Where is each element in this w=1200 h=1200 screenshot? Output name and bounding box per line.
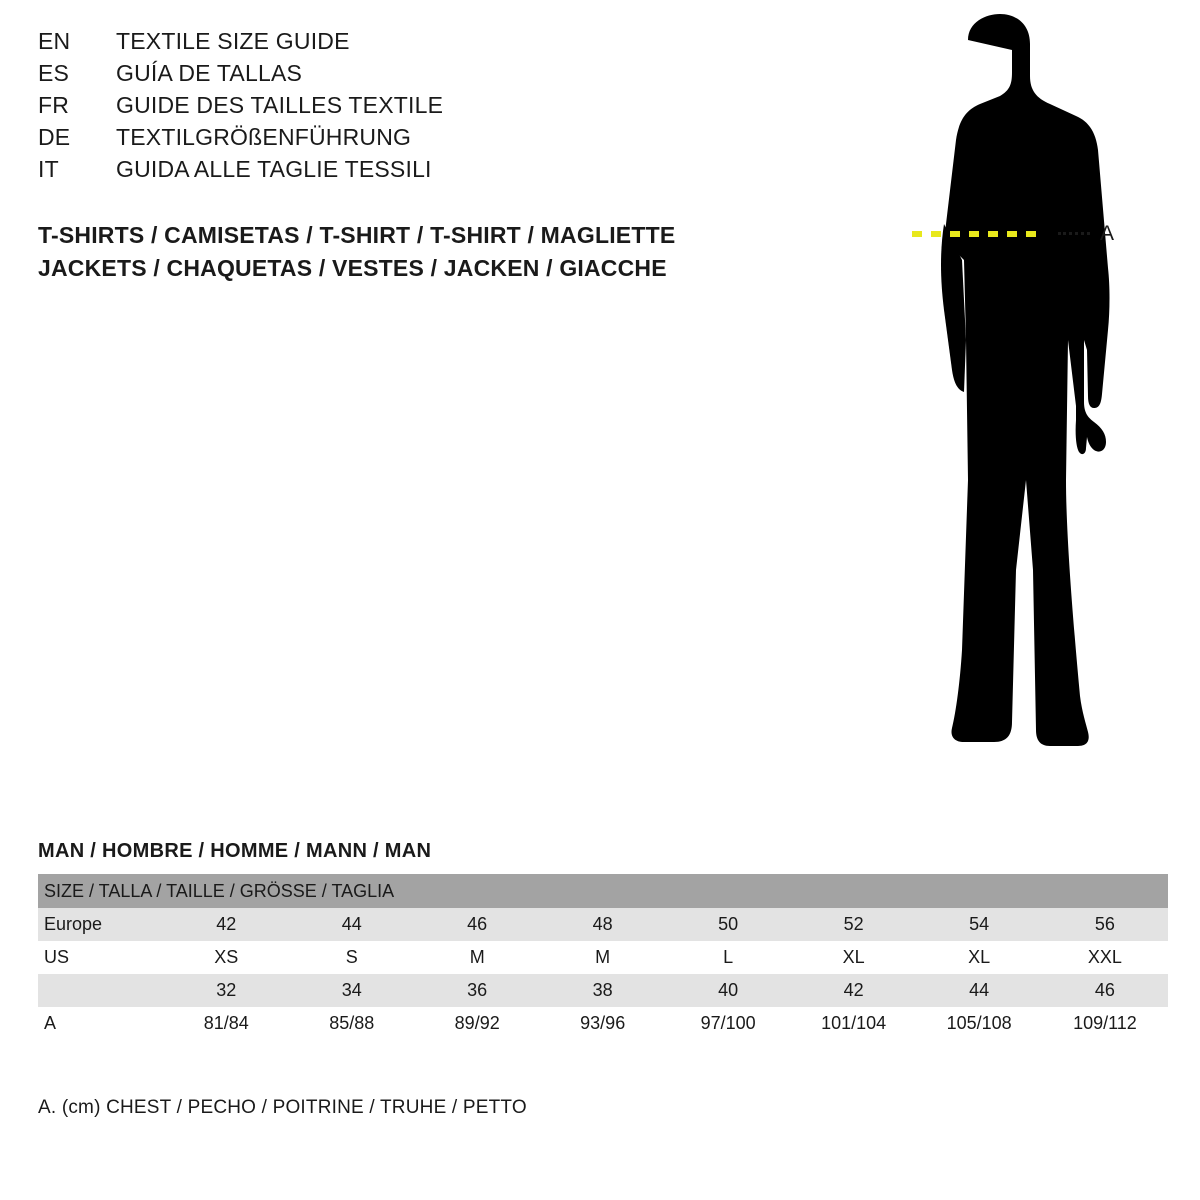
table-row: [38, 908, 1168, 941]
cell: 56: [1042, 908, 1168, 941]
cell: 40: [665, 974, 790, 1007]
language-code-fr: FR: [38, 92, 70, 118]
body-silhouette-figure: [840, 10, 1180, 800]
table-row: [38, 941, 1168, 974]
cell: 32: [163, 974, 288, 1007]
language-text-en: TEXTILE SIZE GUIDE: [116, 28, 350, 54]
cell: 34: [289, 974, 414, 1007]
cell: 38: [540, 974, 665, 1007]
row-label-a: A: [38, 1007, 163, 1040]
cell: 101/104: [791, 1007, 916, 1040]
cell: 81/84: [163, 1007, 288, 1040]
cell: XL: [916, 941, 1041, 974]
language-row-es: [38, 60, 738, 92]
row-label-blank: [38, 974, 163, 1007]
language-row-fr: [38, 92, 738, 124]
cell: 105/108: [916, 1007, 1041, 1040]
table-title: MAN / HOMBRE / HOMME / MANN / MAN: [38, 840, 432, 862]
cell: 52: [791, 908, 916, 941]
table-header-label: SIZE / TALLA / TAILLE / GRÖSSE / TAGLIA: [38, 874, 1168, 908]
cell: 50: [665, 908, 790, 941]
language-row-de: [38, 124, 738, 156]
language-legend: [38, 28, 738, 188]
language-code-de: DE: [38, 124, 71, 150]
cell: XXL: [1042, 941, 1168, 974]
cell: 42: [791, 974, 916, 1007]
cell: 46: [414, 908, 539, 941]
cell: 85/88: [289, 1007, 414, 1040]
language-text-fr: GUIDE DES TAILLES TEXTILE: [116, 92, 444, 118]
silhouette-svg: [840, 10, 1180, 800]
table-header-row: [38, 874, 1168, 908]
row-label-us: US: [38, 941, 163, 974]
cell: 42: [163, 908, 288, 941]
language-text-de: TEXTILGRÖßENFÜHRUNG: [116, 124, 412, 150]
cell: M: [414, 941, 539, 974]
cell: 48: [540, 908, 665, 941]
garment-type-list: [38, 222, 675, 288]
cell: 54: [916, 908, 1041, 941]
language-row-it: [38, 156, 738, 188]
cell: 44: [289, 908, 414, 941]
size-table-section: [38, 840, 1168, 1040]
cell: XL: [791, 941, 916, 974]
table-row: [38, 1007, 1168, 1040]
cell: 109/112: [1042, 1007, 1168, 1040]
language-row-en: [38, 28, 738, 60]
garment-line-tshirts: T-SHIRTS / CAMISETAS / T-SHIRT / T-SHIRT / MAGLIETTE: [38, 222, 676, 248]
language-code-en: EN: [38, 28, 71, 54]
cell: XS: [163, 941, 288, 974]
row-label-europe: Europe: [38, 908, 163, 941]
cell: M: [540, 941, 665, 974]
footnote-chest: A. (cm) CHEST / PECHO / POITRINE / TRUHE / PETTO: [38, 1097, 527, 1118]
language-text-it: GUIDA ALLE TAGLIE TESSILI: [116, 156, 432, 182]
size-table: [38, 874, 1168, 1040]
cell: 46: [1042, 974, 1168, 1007]
table-row: [38, 974, 1168, 1007]
cell: 97/100: [665, 1007, 790, 1040]
garment-line-jackets: JACKETS / CHAQUETAS / VESTES / JACKEN / GIACCHE: [38, 255, 667, 281]
measure-label-a: A: [1100, 222, 1115, 245]
language-code-it: IT: [38, 156, 59, 182]
language-code-es: ES: [38, 60, 70, 86]
cell: 93/96: [540, 1007, 665, 1040]
cell: 89/92: [414, 1007, 539, 1040]
cell: 36: [414, 974, 539, 1007]
cell: L: [665, 941, 790, 974]
language-text-es: GUÍA DE TALLAS: [116, 60, 303, 86]
measure-leader-line: [1058, 232, 1090, 235]
cell: 44: [916, 974, 1041, 1007]
cell: S: [289, 941, 414, 974]
